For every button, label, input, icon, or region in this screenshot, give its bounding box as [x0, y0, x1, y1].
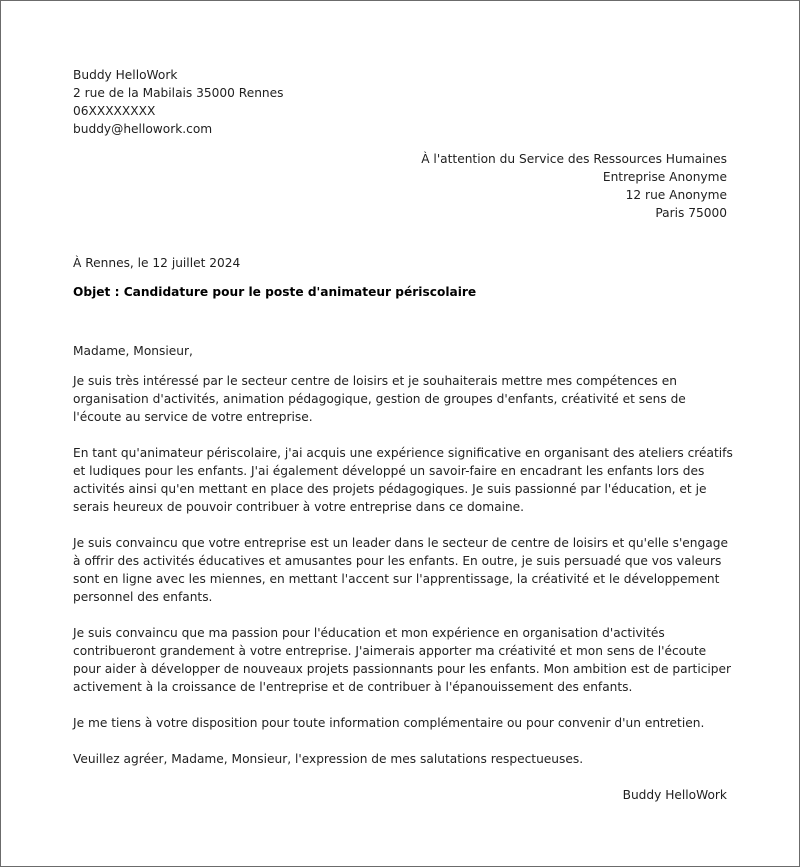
paragraph: Je suis très intéressé par le secteur centre de loisirs et je souhaiterais mettre mes compétences en organisation d'activités, animation pédagogique, gestion de groupes d'enfants, créativité et sens de l'écoute au service de votre entreprise.	[73, 374, 686, 424]
signature: Buddy HelloWork	[622, 788, 727, 802]
recipient-attention: À l'attention du Service des Ressources Humaines	[421, 152, 727, 166]
recipient-city: Paris 75000	[655, 206, 727, 220]
sender-block	[73, 66, 284, 138]
sender-email: buddy@hellowork.com	[73, 122, 213, 136]
paragraph: Je suis convaincu que votre entreprise est un leader dans le secteur de centre de loisirs et qu'elle s'engage à offrir des activités éducatives et amusantes pour les enfants. En outre, je suis persuadé que vos valeurs sont en ligne avec les miennes, en mettant l'accent sur l'apprentissage, la créativité et le développement personnel des enfants.	[73, 536, 728, 604]
paragraph: En tant qu'animateur périscolaire, j'ai acquis une expérience significative en organisant des ateliers créatifs et ludiques pour les enfants. J'ai également développé un savoir-faire en encadrant les enfants lors des activités ainsi qu'en mettant en place des projets pédagogiques. Je suis passionné par l'éducation, et je serais heureux de pouvoir contribuer à votre entreprise dans ce domaine.	[73, 446, 733, 514]
sender-address: 2 rue de la Mabilais 35000 Rennes	[73, 86, 284, 100]
recipient-company: Entreprise Anonyme	[602, 170, 727, 184]
subject-line: Objet : Candidature pour le poste d'animateur périscolaire	[73, 285, 477, 299]
letter-body	[73, 372, 733, 786]
salutation: Madame, Monsieur,	[73, 344, 193, 358]
sender-name: Buddy HelloWork	[73, 68, 178, 82]
closing-formula: Veuillez agréer, Madame, Monsieur, l'expression de mes salutations respectueuses.	[73, 752, 584, 766]
paragraph: Je suis convaincu que ma passion pour l'éducation et mon expérience en organisation d'activités contribueront grandement à votre entreprise. J'aimerais apporter ma créativité et mon sens de l'écoute pour aider à développer de nouveaux projets passionnants pour les enfants. Mon ambition est de participer activement à la croissance de l'entreprise et de contribuer à l'épanouissement des enfants.	[73, 626, 732, 694]
date-line: À Rennes, le 12 juillet 2024	[73, 256, 241, 270]
sender-phone: 06XXXXXXXX	[73, 104, 156, 118]
paragraph: Je me tiens à votre disposition pour toute information complémentaire ou pour convenir d'un entretien.	[73, 716, 705, 730]
recipient-street: 12 rue Anonyme	[625, 188, 727, 202]
recipient-block	[421, 150, 727, 222]
